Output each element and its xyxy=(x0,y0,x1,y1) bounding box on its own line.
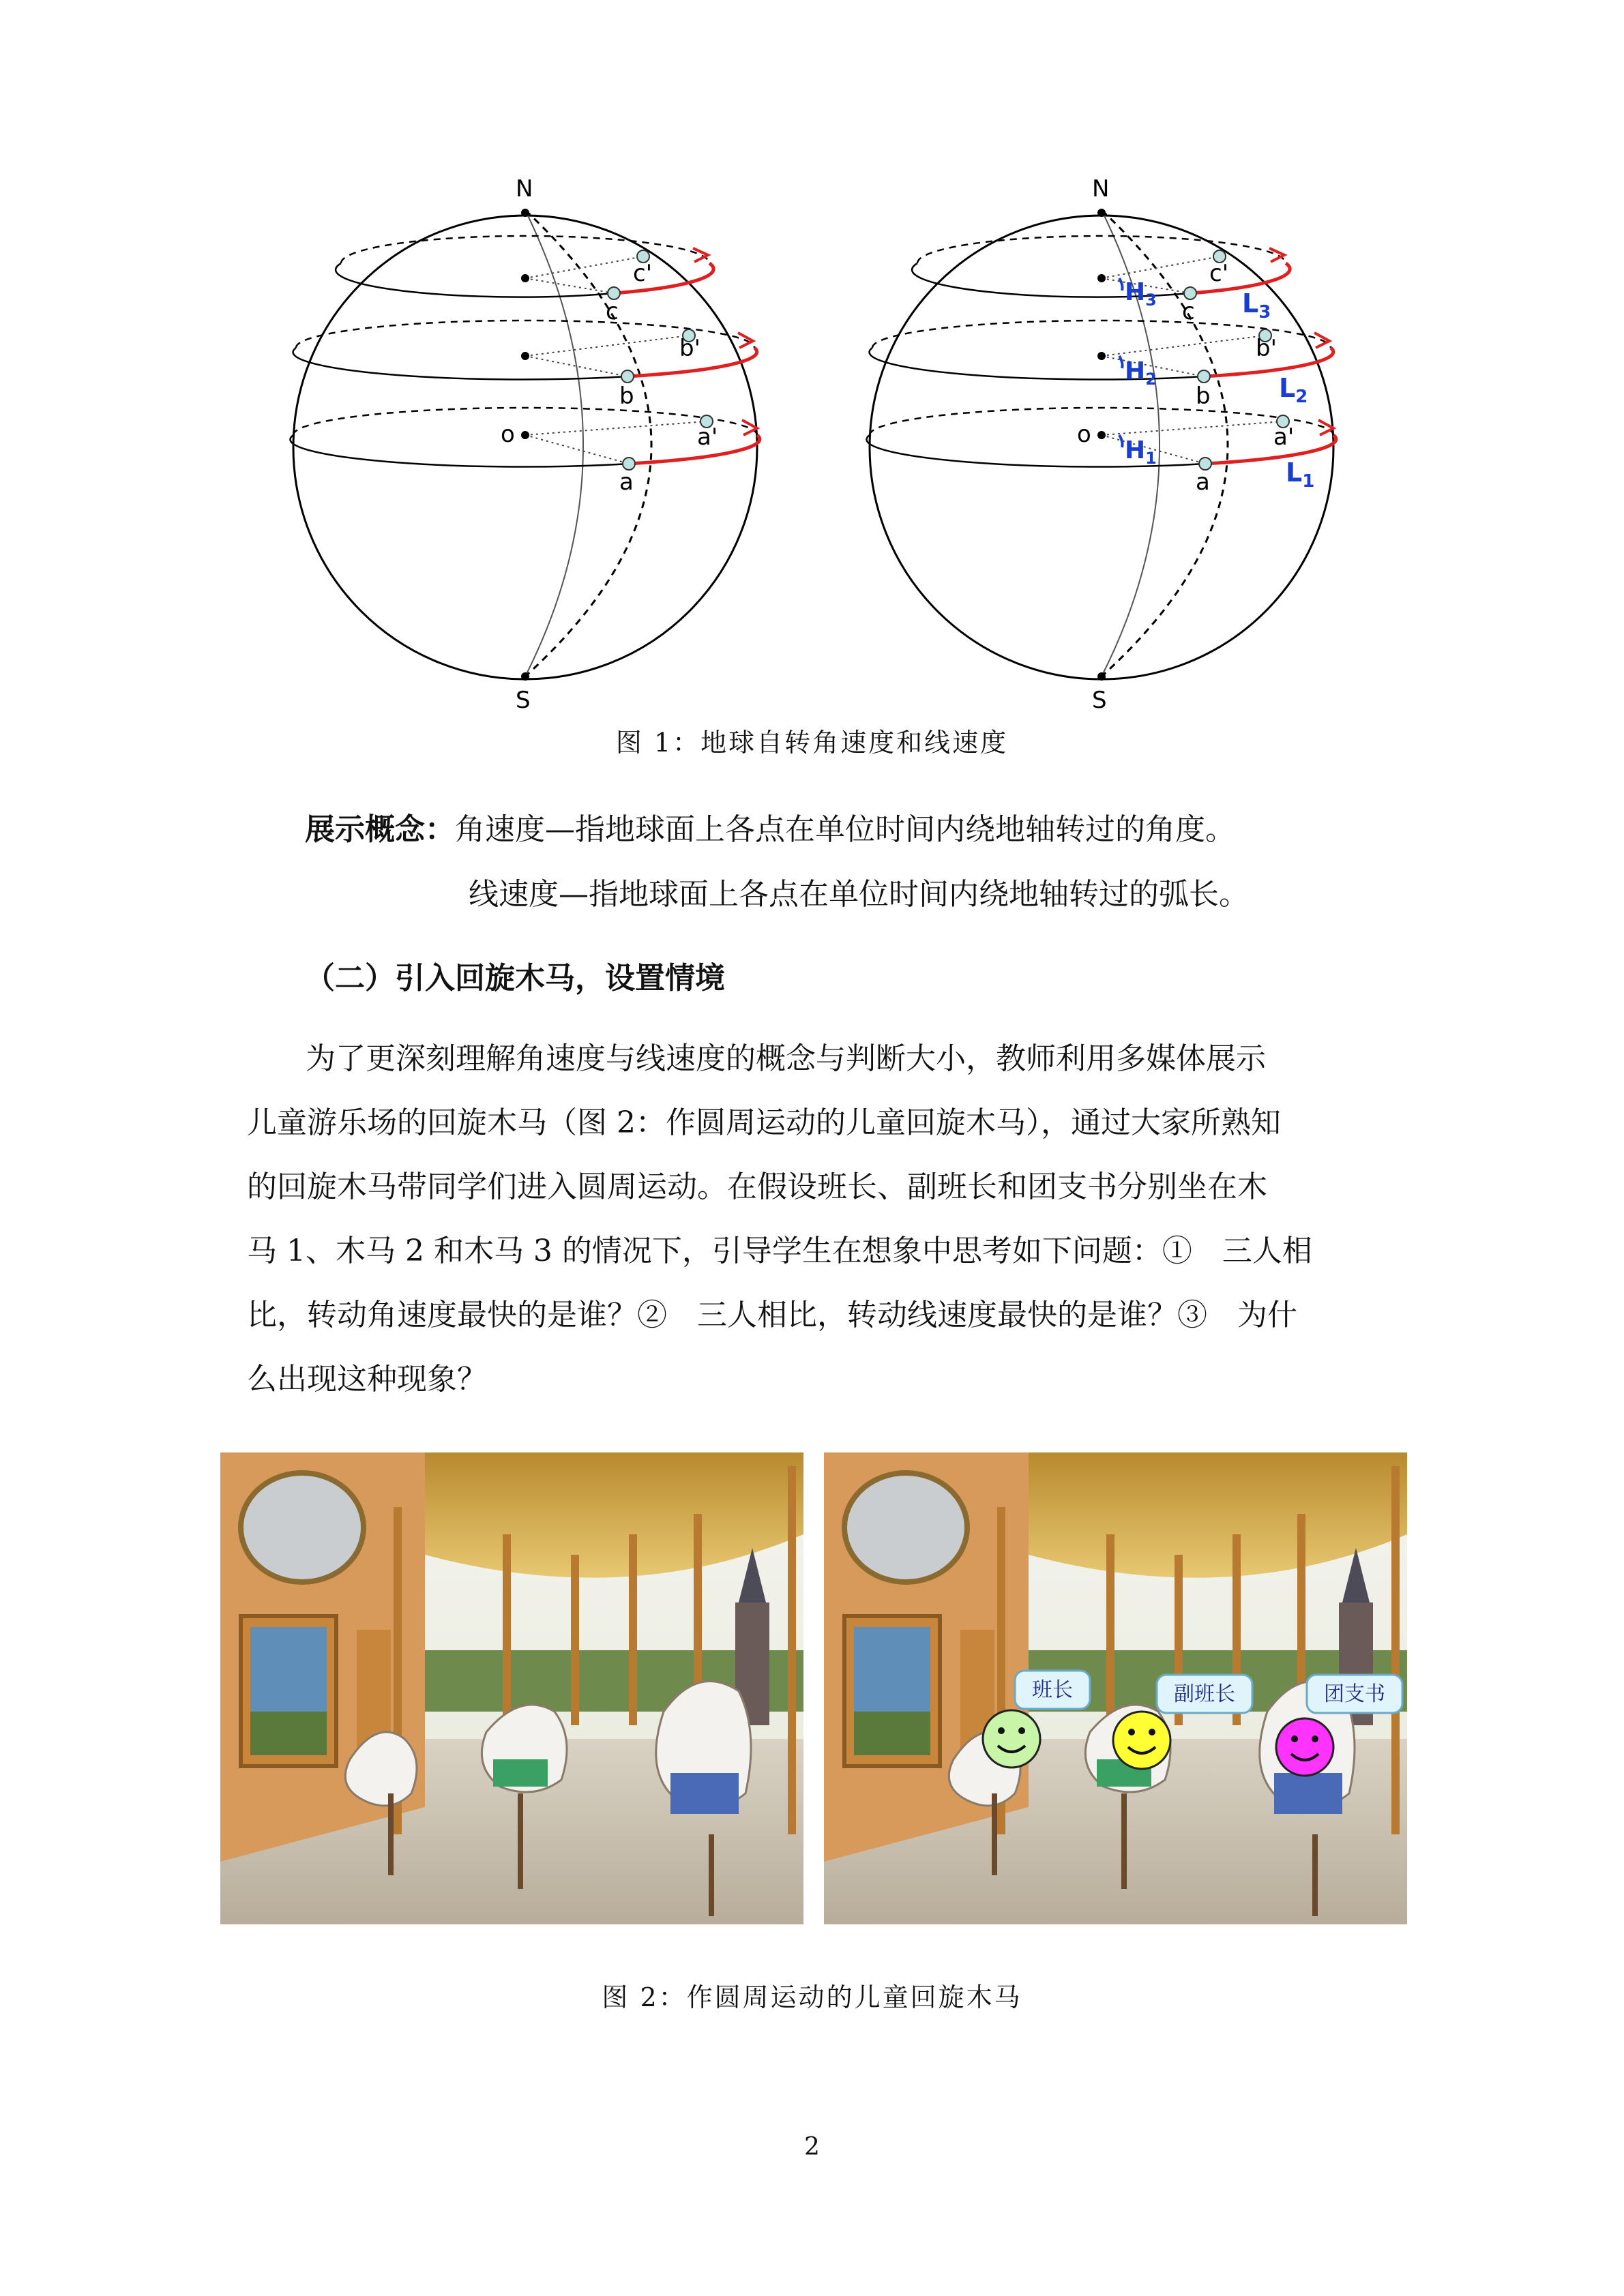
angle-label-h1: $H_1$ xyxy=(1125,436,1157,468)
concept-label: 展示概念： xyxy=(305,812,455,847)
point-label-a: a xyxy=(1196,468,1210,496)
body-paragraph xyxy=(247,1027,1379,1412)
figure-1-caption: 图 1：地球自转角速度和线速度 xyxy=(615,728,1009,758)
paragraph-line: 儿童游乐场的回旋木马（图 2：作圆周运动的儿童回旋木马），通过大家所熟知 xyxy=(247,1105,1281,1140)
arc-label-l3: $L_3$ xyxy=(1242,288,1271,323)
section-heading: （二）引入回旋木马，设置情境 xyxy=(305,961,725,996)
concept-linear-velocity: 线速度—指地球面上各点在单位时间内绕地轴转过的弧长。 xyxy=(469,877,1249,912)
figure-1 xyxy=(273,164,1378,709)
page-number: 2 xyxy=(804,2133,820,2161)
angle-label-h3: $H_3$ xyxy=(1125,278,1157,310)
south-label: S xyxy=(1092,687,1107,709)
globe-left xyxy=(273,164,778,709)
point-label-c-prime: c' xyxy=(633,260,653,287)
label-league-secretary: 团支书 xyxy=(1324,1682,1385,1706)
smiley-face-3-icon xyxy=(1276,1718,1333,1776)
figure-2-caption: 图 2：作圆周运动的儿童回旋木马 xyxy=(602,1982,1022,2012)
paragraph-line: 么出现这种现象？ xyxy=(247,1362,487,1397)
paragraph-line: 的回旋木马带同学们进入圆周运动。在假设班长、副班长和团支书分别坐在木 xyxy=(247,1169,1267,1204)
carousel-photo-right xyxy=(824,1452,1407,1924)
point-label-a-prime: a' xyxy=(1273,423,1295,451)
carousel-photo-left xyxy=(220,1452,803,1924)
paragraph-line: 马 1、木马 2 和木马 3 的情况下，引导学生在想象中思考如下问题：① 三人相 xyxy=(247,1234,1312,1268)
point-label-a-prime: a' xyxy=(697,423,718,451)
point-label-b: b xyxy=(1196,383,1211,410)
center-label: o xyxy=(501,421,515,448)
north-label: N xyxy=(516,175,533,203)
label-vice-monitor: 副班长 xyxy=(1174,1682,1235,1706)
arc-label-l1: $L_1$ xyxy=(1286,458,1315,492)
center-label: o xyxy=(1077,421,1091,448)
point-label-b-prime: b' xyxy=(679,335,700,362)
concept-line-1 xyxy=(305,805,1235,848)
label-class-monitor: 班长 xyxy=(1032,1678,1073,1702)
point-label-b: b xyxy=(619,383,634,410)
smiley-face-2-icon xyxy=(1113,1712,1170,1769)
arc-label-l2: $L_2$ xyxy=(1279,373,1308,407)
paragraph-line: 为了更深刻理解角速度与线速度的概念与判断大小，教师利用多媒体展示 xyxy=(306,1041,1266,1076)
south-label: S xyxy=(516,687,531,709)
paragraph-line: 比，转动角速度最快的是谁？② 三人相比，转动线速度最快的是谁？③ 为什 xyxy=(247,1298,1297,1332)
point-label-c-prime: c' xyxy=(1209,260,1229,287)
angle-label-h2: $H_2$ xyxy=(1125,357,1157,389)
globe-right xyxy=(849,164,1354,709)
concept-angular-velocity: 角速度—指地球面上各点在单位时间内绕地轴转过的角度。 xyxy=(455,812,1235,847)
smiley-face-1-icon xyxy=(983,1710,1040,1768)
north-label: N xyxy=(1092,175,1110,203)
point-label-c: c xyxy=(1182,298,1195,325)
point-label-c: c xyxy=(606,298,619,325)
point-label-a: a xyxy=(619,468,634,496)
sphere-outline xyxy=(293,215,757,679)
meridian-front xyxy=(525,210,583,676)
point-label-b-prime: b' xyxy=(1256,335,1277,362)
